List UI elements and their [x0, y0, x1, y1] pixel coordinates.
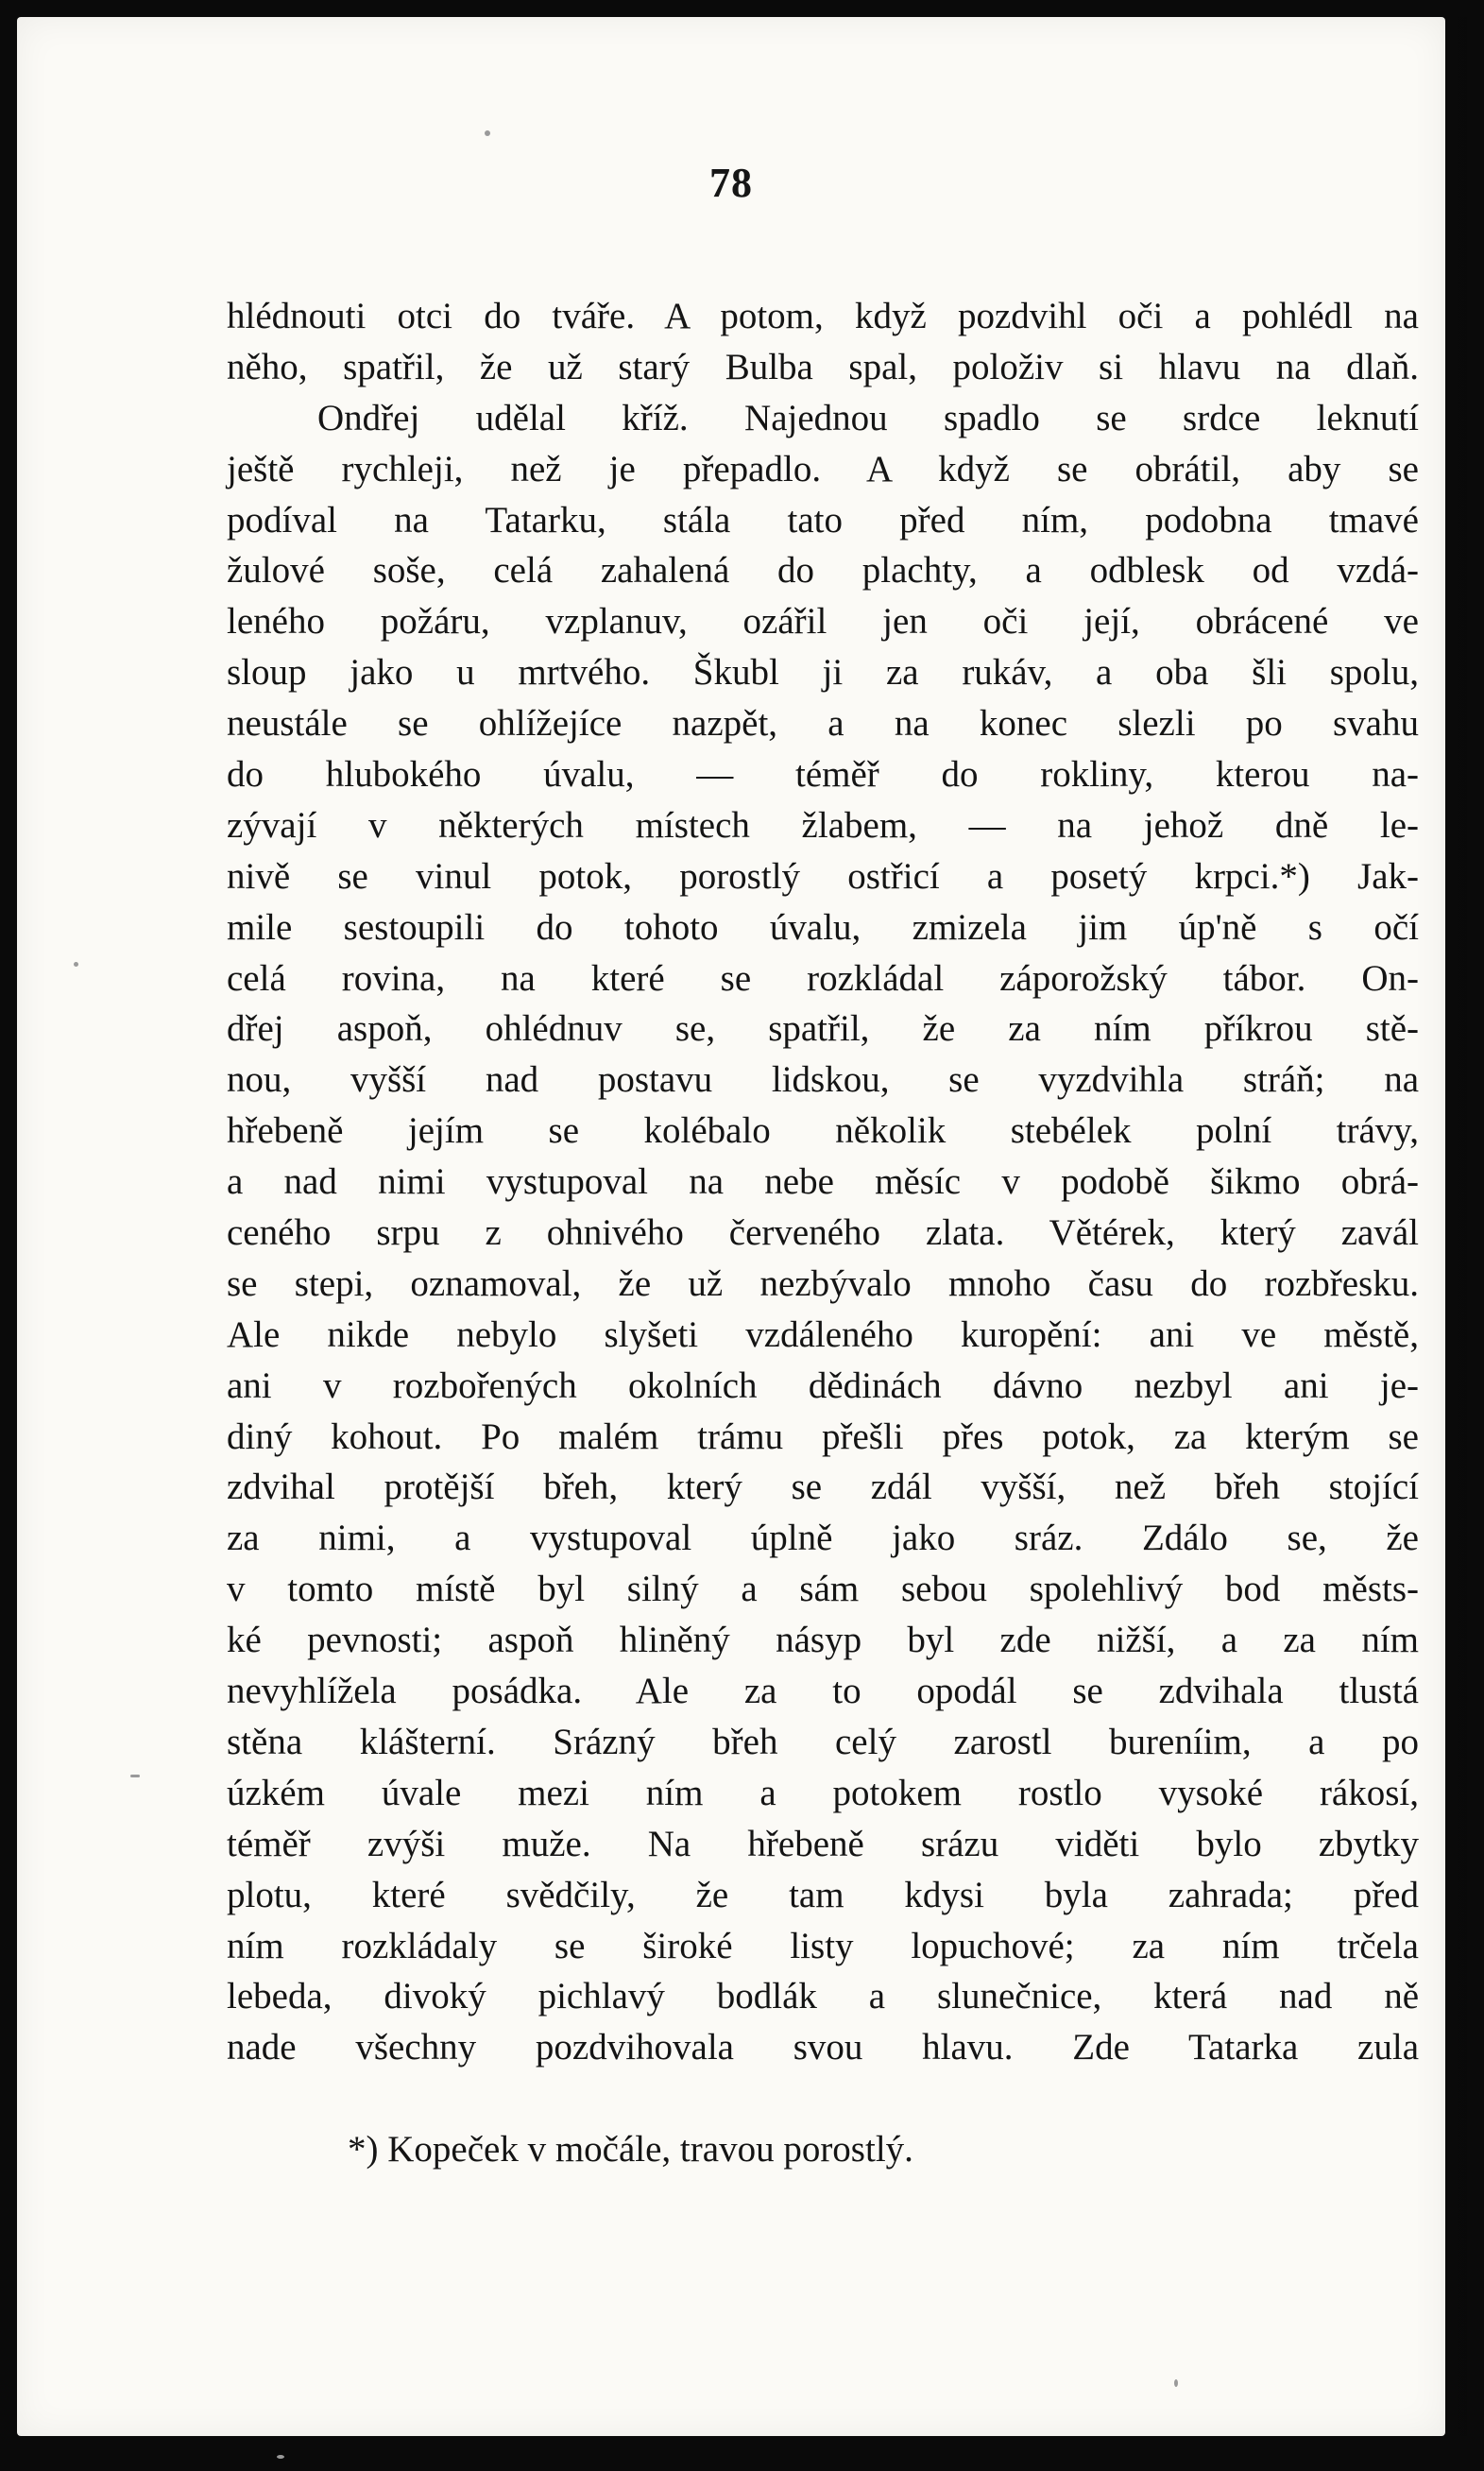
- text-line: celá rovina, na které se rozkládal záporožský tábor. On-: [227, 957, 1419, 999]
- text-line: žulové soše, celá zahalená do plachty, a odblesk od vzdá-: [227, 550, 1419, 592]
- text-line: podíval na Tatarku, stála tato před ním, podobna tmavé: [227, 499, 1419, 541]
- text-line: stěna klášterní. Srázný břeh celý zarostl bureníim, a po: [227, 1721, 1419, 1762]
- page-edge-shadow: [1439, 17, 1467, 2436]
- text-line: úzkém úvale mezi ním a potokem rostlo vysoké rákosí,: [227, 1772, 1419, 1813]
- text-line: něho, spatřil, že už starý Bulba spal, položiv si hlavu na dlaň.: [227, 346, 1419, 387]
- scan-speck: [130, 1775, 140, 1777]
- text-line: plotu, které svědčily, že tam kdysi byla zahrada; před: [227, 1874, 1419, 1915]
- text-line: ceného srpu z ohnivého červeného zlata. Větérek, který zavál: [227, 1212, 1419, 1254]
- scan-speck: [277, 2455, 284, 2459]
- text-line: nou, vyšší nad postavu lidskou, se vyzdvihla stráň; na: [227, 1059, 1419, 1101]
- text-line: zdvihal protější břeh, který se zdál vyšší, než břeh stojící: [227, 1467, 1419, 1508]
- text-line: ním rozkládaly se široké listy lopuchové; za ním trčela: [227, 1925, 1419, 1966]
- text-line: ani v rozbořených okolních dědinách dávno nezbyl ani je-: [227, 1364, 1419, 1406]
- scan-speck: [485, 130, 490, 136]
- text-line: Ale nikde nebylo slyšeti vzdáleného kuropění: ani ve městě,: [227, 1313, 1419, 1355]
- text-line: leného požáru, vzplanuv, ozářil jen oči její, obrácené ve: [227, 601, 1419, 643]
- text-line: za nimi, a vystupoval úplně jako sráz. Zdálo se, že: [227, 1518, 1419, 1559]
- footnote: *) Kopeček v močále, travou porostlý.: [348, 2129, 913, 2170]
- scan-speck: [1174, 2379, 1178, 2387]
- text-line: dřej aspoň, ohlédnuv se, spatřil, že za ním příkrou stě-: [227, 1008, 1419, 1050]
- text-line: Ondřej udělal kříž. Najednou spadlo se srdce leknutí: [317, 397, 1419, 438]
- book-page: [17, 17, 1445, 2436]
- text-line: ještě rychleji, než je přepadlo. A když se obrátil, aby se: [227, 448, 1419, 489]
- text-line: a nad nimi vystupoval na nebe měsíc v podobě šikmo obrá-: [227, 1161, 1419, 1203]
- text-line: nivě se vinul potok, porostlý ostřicí a posetý krpci.*) Jak-: [227, 855, 1419, 897]
- scan-speck: [74, 962, 78, 967]
- text-line: v tomto místě byl silný a sám sebou spolehlivý bod městs-: [227, 1569, 1419, 1610]
- text-line: diný kohout. Po malém trámu přešli přes potok, za kterým se: [227, 1416, 1419, 1457]
- text-line: zývají v některých místech žlabem, — na jehož dně le-: [227, 804, 1419, 846]
- text-line: hlédnouti otci do tváře. A potom, když pozdvihl oči a pohlédl na: [227, 296, 1419, 336]
- text-line: do hlubokého úvalu, — téměř do rokliny, kterou na-: [227, 754, 1419, 796]
- text-line: neustále se ohlížejíce nazpět, a na konec slezli po svahu: [227, 703, 1419, 745]
- text-line: lebeda, divoký pichlavý bodlák a slunečnice, která nad ně: [227, 1976, 1419, 2017]
- text-line: se stepi, oznamoval, že už nezbývalo mnoho času do rozbřesku.: [227, 1262, 1419, 1304]
- page-number: 78: [709, 160, 753, 206]
- text-line: hřebeně jejím se kolébalo několik stebélek polní trávy,: [227, 1110, 1419, 1152]
- text-line: téměř zvýši muže. Na hřebeně srázu viděti bylo zbytky: [227, 1823, 1419, 1864]
- text-line: nade všechny pozdvihovala svou hlavu. Zde Tatarka zula: [227, 2027, 1419, 2068]
- text-line: nevyhlížela posádka. Ale za to opodál se zdvihala tlustá: [227, 1671, 1419, 1712]
- text-line: mile sestoupili do tohoto úvalu, zmizela jim úp'ně s očí: [227, 906, 1419, 948]
- body-text: [227, 291, 1419, 2073]
- text-line: ké pevnosti; aspoň hliněný násyp byl zde nižší, a za ním: [227, 1620, 1419, 1661]
- text-line: sloup jako u mrtvého. Škubl ji za rukáv, a oba šli spolu,: [227, 652, 1419, 694]
